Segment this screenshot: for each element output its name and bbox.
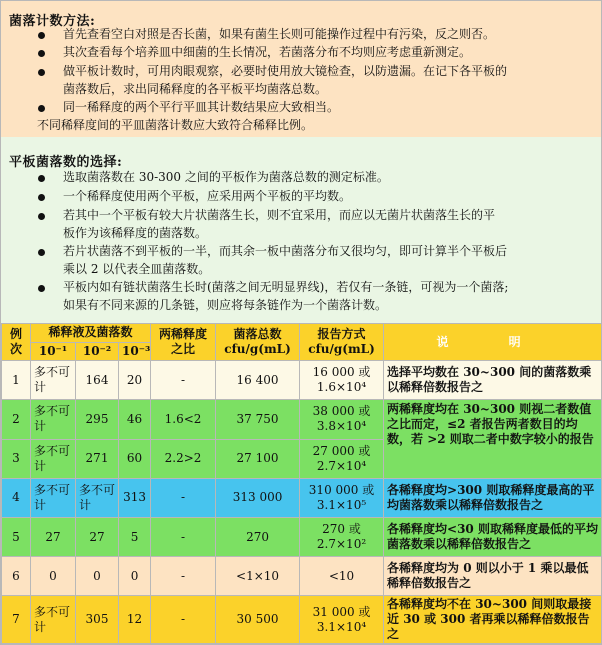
cell-ratio: - xyxy=(151,518,216,557)
table-row xyxy=(2,361,602,400)
cell-dilution-3: 313 xyxy=(119,478,151,517)
cell-total: 270 xyxy=(216,518,300,557)
cell-dilution-1: 0 xyxy=(31,557,76,596)
cell-ratio: - xyxy=(151,361,216,400)
table-row xyxy=(2,557,602,596)
bullet-dot-icon xyxy=(38,175,45,182)
section-title: 菌落计数方法: xyxy=(9,14,96,29)
report-line: 1.6×10⁴ xyxy=(316,380,367,395)
table-header-row xyxy=(2,324,602,343)
report-line: 310 000 或 xyxy=(308,482,375,497)
header-report: 报告方式 cfu/g(mL) xyxy=(300,324,384,361)
header-dilution-2: 10⁻² xyxy=(76,342,119,361)
bullet-dot-icon xyxy=(38,213,45,220)
table-row xyxy=(2,400,602,439)
bullet-dot-icon xyxy=(38,285,45,292)
cell-total: 27 100 xyxy=(216,439,300,478)
table-row xyxy=(2,596,602,644)
cell-dilution-2: 271 xyxy=(76,439,119,478)
bullet-text-continued: 乘以 2 以代表全皿菌落数。 xyxy=(63,262,211,276)
bullet-dot-icon xyxy=(38,249,45,256)
bullet-text: 平板内如有链状菌落生长时(菌落之间无明显界线)，若仅有一条链，可视为一个菌落; xyxy=(63,280,509,294)
bullet-text: 若片状菌落不到平板的一半，而其余一板中菌落分布又很均匀，即可计算半个平板后 xyxy=(63,244,508,258)
cell-description: 各稀释度均不在 30~300 间则取最接近 30 或 300 者再乘以稀释倍数报告之 xyxy=(384,596,602,644)
bullet-text: 做平板计数时，可用肉眼观察，必要时使用放大镜检查，以防遗漏。在记下各平板的 xyxy=(63,64,508,78)
cell-ratio: 2.2>2 xyxy=(151,439,216,478)
cell-description: 两稀释度均在 30~300 则视二者数值之比而定，≤2 者报告两者数目的均数，若 >2 则取二者中数字较小的报告 xyxy=(384,400,602,478)
cell-total: 30 500 xyxy=(216,596,300,644)
cell-dilution-3: 5 xyxy=(119,518,151,557)
cell-ratio: 1.6<2 xyxy=(151,400,216,439)
cell-case: 4 xyxy=(2,478,31,517)
cell-report xyxy=(300,596,384,644)
cell-dilution-1: 多不可计 xyxy=(31,439,76,478)
bullet-text: 首先查看空白对照是否长菌，如果有菌生长则可能操作过程中有污染，反之则否。 xyxy=(63,27,496,41)
cell-total: 313 000 xyxy=(216,478,300,517)
cell-dilution-3: 20 xyxy=(119,361,151,400)
bullet-text: 选取菌落数在 30-300 之间的平板作为菌落总数的测定标准。 xyxy=(63,170,389,184)
cell-dilution-3: 46 xyxy=(119,400,151,439)
bullet-dot-icon xyxy=(38,50,45,57)
cell-dilution-2: 0 xyxy=(76,557,119,596)
report-line: 2.7×10² xyxy=(316,537,367,552)
cell-ratio: - xyxy=(151,557,216,596)
table-row xyxy=(2,518,602,557)
cell-report xyxy=(300,518,384,557)
cell-dilution-3: 60 xyxy=(119,439,151,478)
bullet-text: 若其中一个平板有较大片状菌落生长，则不宜采用，而应以无菌片状菌落生长的平 xyxy=(63,208,496,222)
cell-case: 5 xyxy=(2,518,31,557)
report-line: 270 或 xyxy=(322,522,361,537)
cell-total: 16 400 xyxy=(216,361,300,400)
bullet-dot-icon xyxy=(38,69,45,76)
bullet-dot-icon xyxy=(38,105,45,112)
cell-description: 各稀释度均<30 则取稀释度最低的平均菌落数乘以稀释倍数报告之 xyxy=(384,518,602,557)
bullet-text: 一个稀释度使用两个平板，应采用两个平板的平均数。 xyxy=(63,189,352,203)
cell-report xyxy=(300,361,384,400)
cell-report: <10 xyxy=(300,557,384,596)
cell-dilution-1: 多不可计 xyxy=(31,361,76,400)
report-line: 3.1×10⁵ xyxy=(316,497,367,512)
cell-report xyxy=(300,400,384,439)
section-note: 不同稀释度间的平皿菌落计数应大致符合稀释比例。 xyxy=(37,118,314,132)
cell-ratio: - xyxy=(151,596,216,644)
header-description: 说 明 xyxy=(384,324,602,361)
section-title: 平板菌落数的选择: xyxy=(9,155,123,170)
cell-case: 3 xyxy=(2,439,31,478)
header-dilution-group: 稀释液及菌落数 xyxy=(31,324,151,343)
cell-description: 各稀释度均>300 则取稀释度最高的平均菌落数乘以稀释倍数报告之 xyxy=(384,478,602,517)
header-dilution-1: 10⁻¹ xyxy=(31,342,76,361)
cell-dilution-3: 0 xyxy=(119,557,151,596)
cell-dilution-1: 27 xyxy=(31,518,76,557)
bullet-dot-icon xyxy=(38,32,45,39)
bullet-text: 其次查看每个培养皿中细菌的生长情况，若菌落分布不均则应考虑重新测定。 xyxy=(63,45,472,59)
cell-total: 37 750 xyxy=(216,400,300,439)
header-case: 例次 xyxy=(2,324,31,361)
cell-description: 各稀释度均为 0 则以小于 1 乘以最低稀释倍数报告之 xyxy=(384,557,602,596)
report-line: 16 000 或 xyxy=(312,365,371,380)
cell-dilution-3: 12 xyxy=(119,596,151,644)
cell-dilution-2: 27 xyxy=(76,518,119,557)
cell-case: 2 xyxy=(2,400,31,439)
cell-case: 1 xyxy=(2,361,31,400)
cell-dilution-1: 多不可计 xyxy=(31,596,76,644)
header-total: 菌落总数 cfu/g(mL) xyxy=(216,324,300,361)
table-row xyxy=(2,478,602,517)
report-line: 3.8×10⁴ xyxy=(316,419,367,434)
report-line: 38 000 或 xyxy=(312,404,371,419)
cell-dilution-2: 164 xyxy=(76,361,119,400)
report-line: 3.1×10⁴ xyxy=(316,619,367,634)
cell-dilution-1: 多不可计 xyxy=(31,400,76,439)
colony-count-table xyxy=(1,323,602,644)
plate-selection-section xyxy=(1,137,601,323)
report-line: 2.7×10⁴ xyxy=(316,458,367,473)
cell-dilution-1: 多不可计 xyxy=(31,478,76,517)
cell-description: 选择平均数在 30~300 间的菌落数乘以稀释倍数报告之 xyxy=(384,361,602,400)
cell-total: <1×10 xyxy=(216,557,300,596)
header-ratio: 两稀释度之比 xyxy=(151,324,216,361)
cell-dilution-2: 多不可计 xyxy=(76,478,119,517)
report-line: 31 000 或 xyxy=(312,604,371,619)
cell-report xyxy=(300,439,384,478)
counting-method-section xyxy=(1,1,601,137)
cell-case: 6 xyxy=(2,557,31,596)
bullet-text-continued: 板作为该稀释度的菌落数。 xyxy=(63,226,208,240)
cell-dilution-2: 305 xyxy=(76,596,119,644)
cell-report xyxy=(300,478,384,517)
header-dilution-3: 10⁻³ xyxy=(119,342,151,361)
bullet-text-continued: 菌落数后，求出同稀释度的各平板平均菌落总数。 xyxy=(63,82,328,96)
cell-case: 7 xyxy=(2,596,31,644)
cell-dilution-2: 295 xyxy=(76,400,119,439)
cell-ratio: - xyxy=(151,478,216,517)
bullet-text: 同一稀释度的两个平行平皿其计数结果应大致相当。 xyxy=(63,100,340,114)
bullet-dot-icon xyxy=(38,194,45,201)
bullet-text-continued: 如果有不同来源的几条链，则应将每条链作为一个菌落计数。 xyxy=(63,298,388,312)
report-line: 27 000 或 xyxy=(312,443,371,458)
